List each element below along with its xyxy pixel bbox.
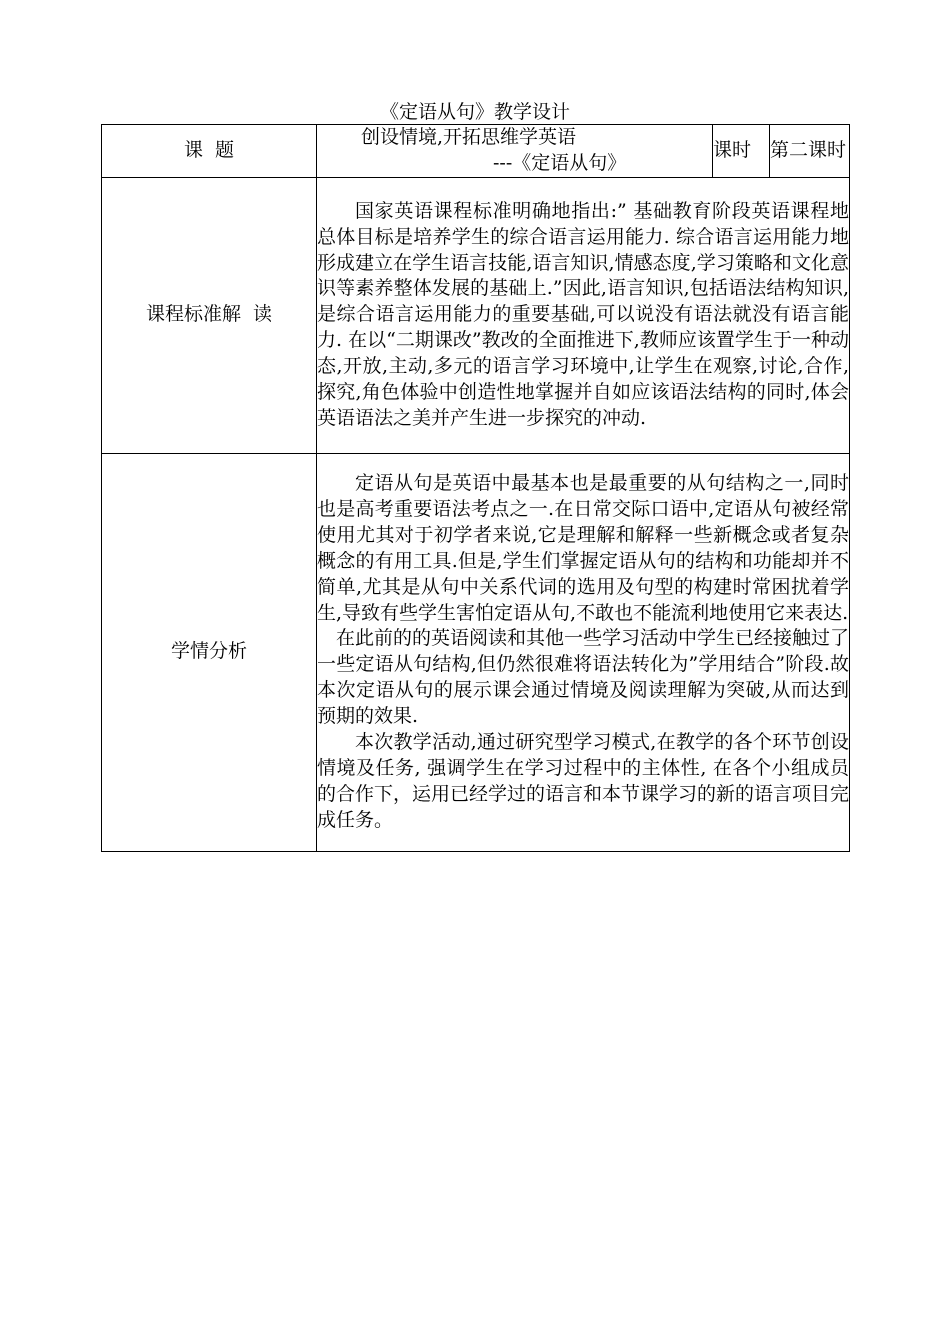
standards-text: 国家英语课程标准明确地指出:” 基础教育阶段英语课程地总体目标是培养学生的综合语言运用能力. 综合语言运用能力地形成建立在学生语言技能,语言知识,情感态度,学习策略和文化意识等素养整体发展的基础上.”因此,语言知识,包括语法结构知识,是综合语言运用能力的重要基础,可以说没有语法就没有语言能力. 在以“二期课改”教改的全面推进下,教师应该置学生于一种动态,开放,主动,多元的语言学习环境中,让学生在观察,讨论,合作,探究,角色体验中创造性地掌握并自如应该语法结构的同时,体会英语语法之美并产生进一步探究的冲动.	[317, 199, 849, 429]
analysis-row	[102, 453, 850, 851]
topic-label: 课 题	[102, 125, 317, 178]
topic-subtitle: ---《定语从句》	[493, 151, 627, 174]
analysis-paragraph-3: 本次教学活动,通过研究型学习模式,在教学的各个环节创设情境及任务, 强调学生在学习过程中的主体性, 在各个小组成员的合作下，运用已经学过的语言和本节课学习的新的语言项目完成任务。	[317, 731, 850, 831]
period-label: 课时	[713, 125, 770, 178]
standards-cell	[317, 177, 850, 453]
header-row	[102, 125, 850, 178]
topic-cell	[317, 125, 713, 178]
document-title: 《定语从句》教学设计	[379, 101, 570, 123]
period-value: 第二课时	[770, 125, 850, 178]
analysis-label: 学情分析	[102, 453, 317, 851]
analysis-paragraph-2: 在此前的的英语阅读和其他一些学习活动中学生已经接触过了一些定语从句结构,但仍然很难将语法转化为”学用结合”阶段.故本次定语从句的展示课会通过情境及阅读理解为突破,从而达到预期的效果.	[317, 627, 850, 728]
topic-title: 创设情境,开拓思维学英语	[361, 126, 577, 148]
analysis-cell	[317, 453, 850, 851]
standards-label: 课程标准解 读	[102, 177, 317, 453]
lesson-design-table	[101, 124, 850, 852]
analysis-paragraph-1: 定语从句是英语中最基本也是最重要的从句结构之一,同时也是高考重要语法考点之一.在日常交际口语中,定语从句被经常使用尤其对于初学者来说,它是理解和解释一些新概念或者复杂概念的有用工具.但是,学生们掌握定语从句的结构和功能却并不简单,尤其是从句中关系代词的选用及句型的构建时常困扰着学生,导致有些学生害怕定语从句,不敢也不能流利地使用它来表达.	[317, 471, 849, 624]
standards-row	[102, 177, 850, 453]
